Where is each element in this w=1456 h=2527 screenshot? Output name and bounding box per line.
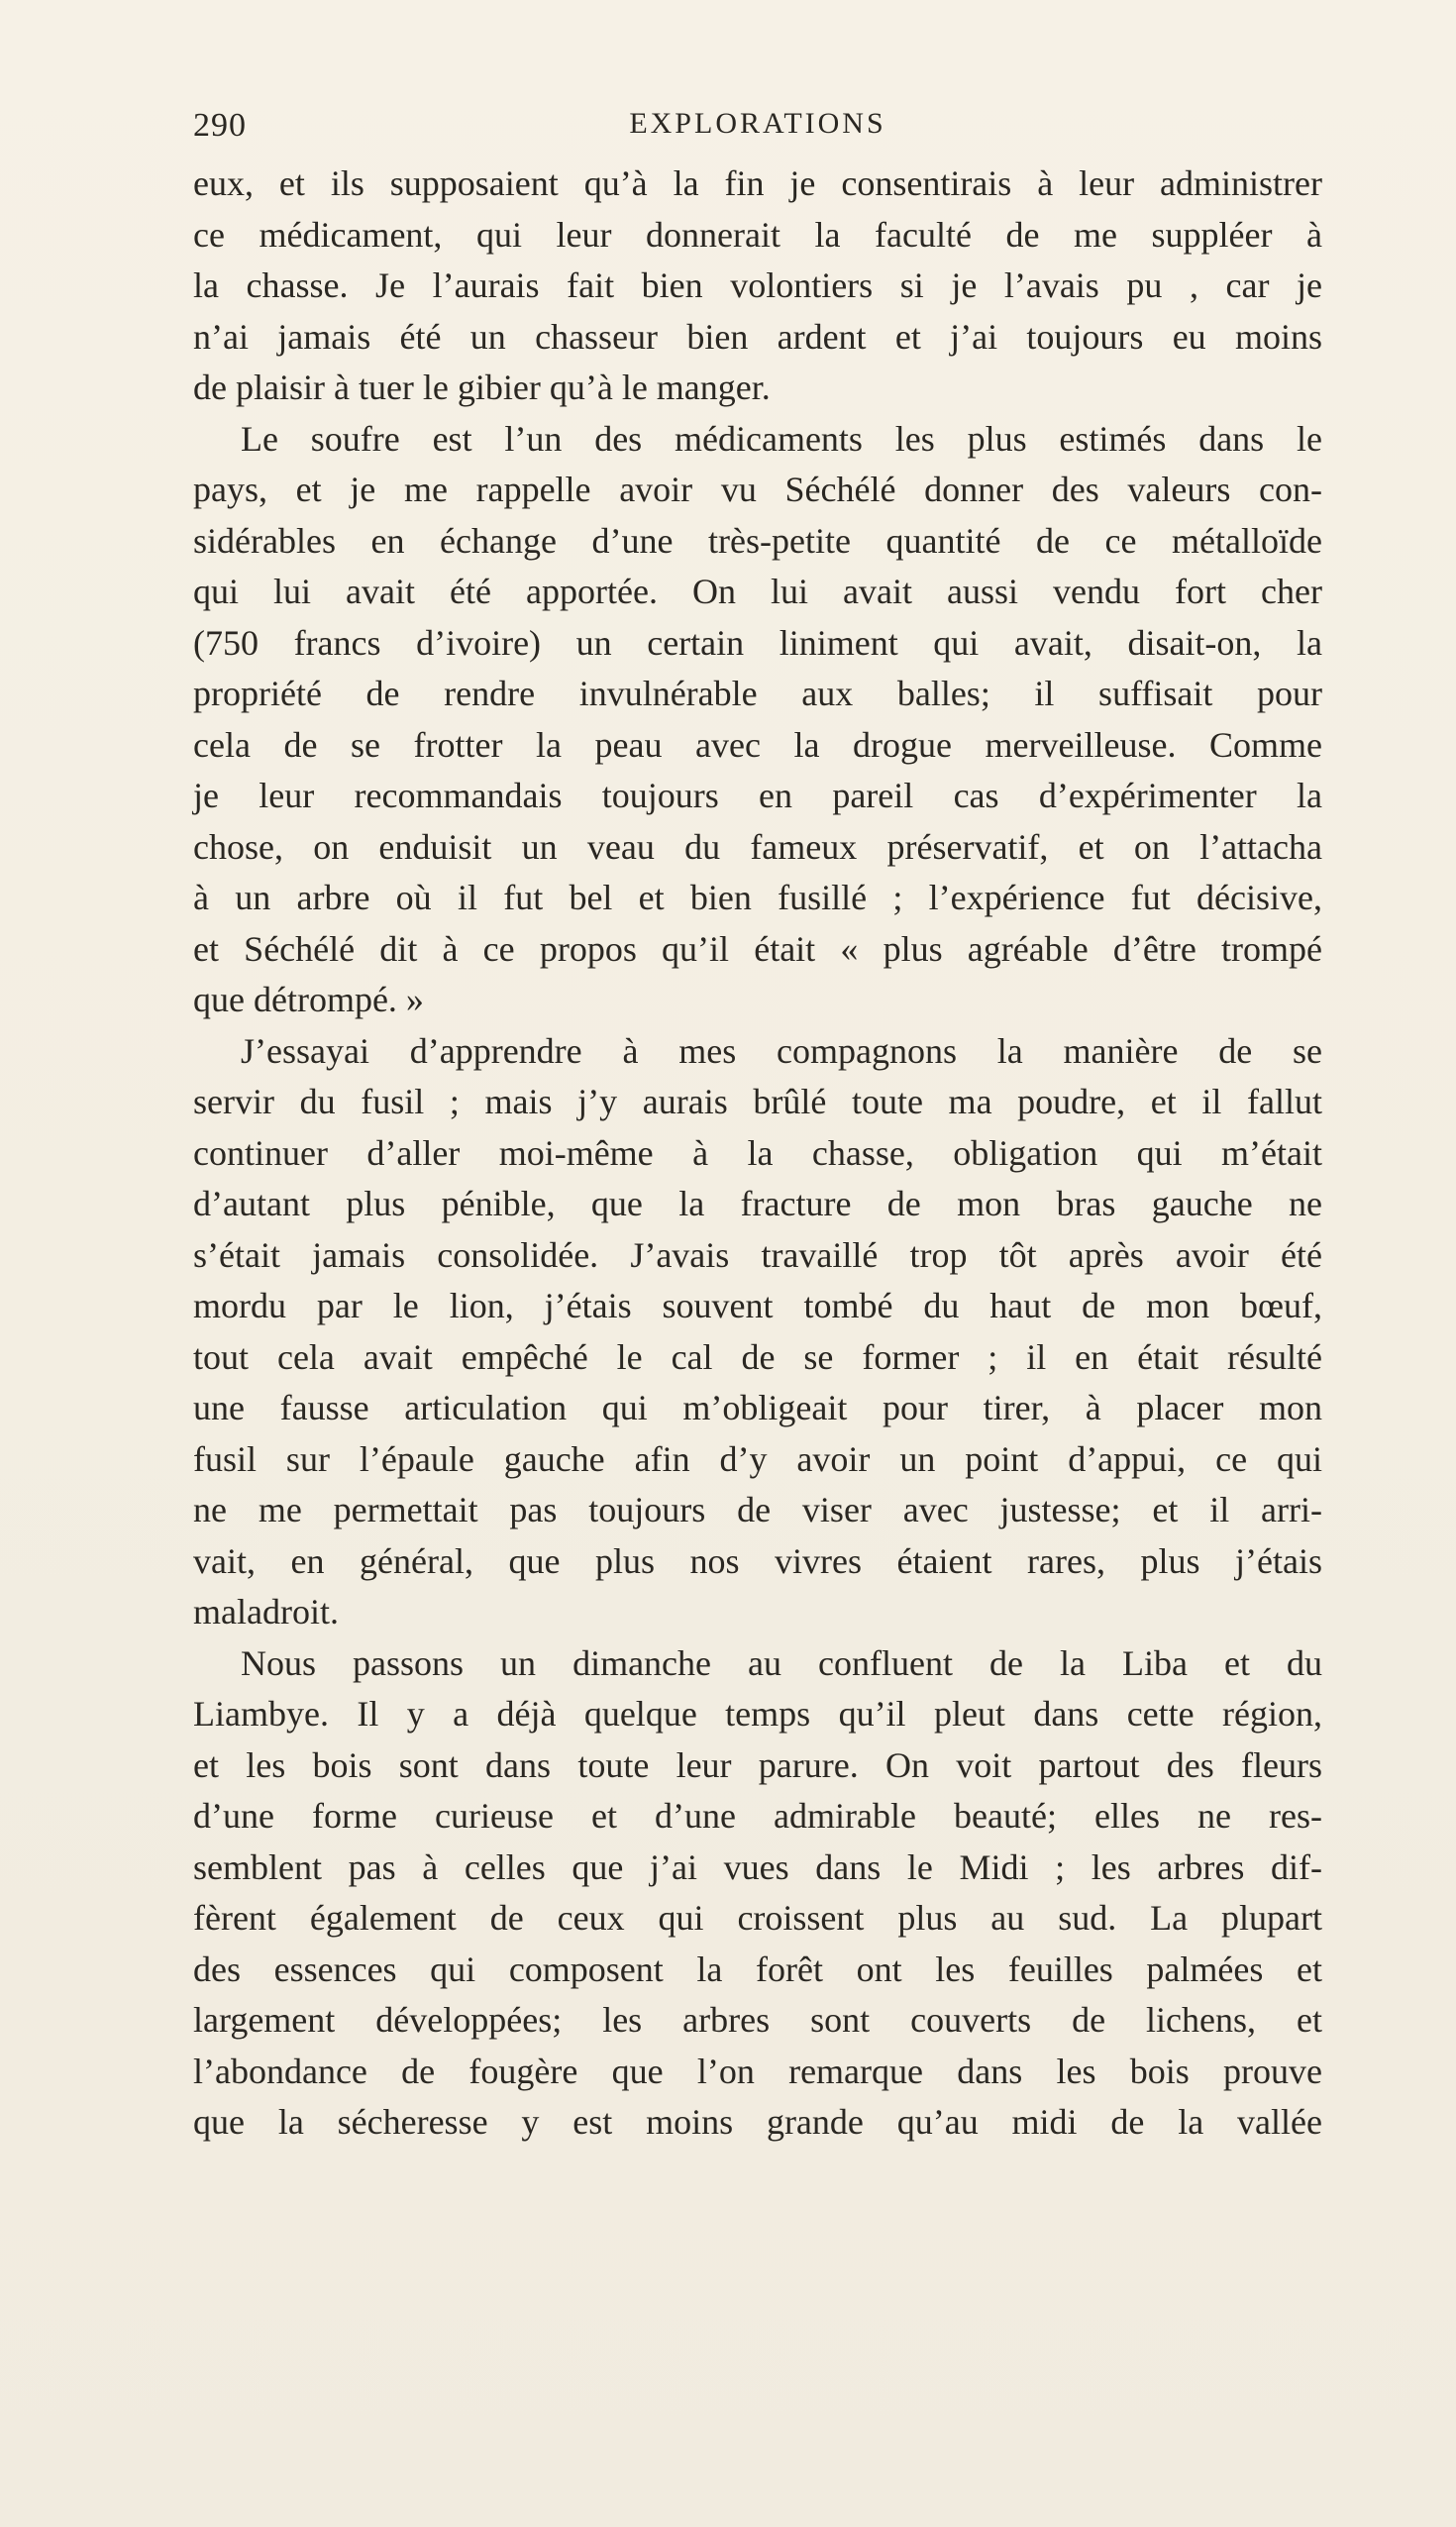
text-line: semblent pas à celles que j’ai vues dans le Midi ; les arbres dif- xyxy=(193,1846,1322,1887)
text-line: que détrompé. » xyxy=(193,980,424,1019)
text-line: continuer d’aller moi-même à la chasse, obligation qui m’était xyxy=(193,1132,1322,1173)
text-line: s’était jamais consolidée. J’avais travaillé trop tôt après avoir été xyxy=(193,1234,1322,1275)
page-number: 290 xyxy=(193,107,247,144)
text-line: Le soufre est l’un des médicaments les plus estimés dans le xyxy=(241,418,1322,459)
text-line: des essences qui composent la forêt ont les feuilles palmées et xyxy=(193,1948,1322,1989)
text-line: et Séchélé dit à ce propos qu’il était « plus agréable d’être trompé xyxy=(193,928,1322,969)
text-line: largement développées; les arbres sont couverts de lichens, et xyxy=(193,2000,1322,2040)
text-line: J’essayai d’apprendre à mes compagnons la manière de se xyxy=(241,1030,1322,1071)
text-line: d’une forme curieuse et d’une admirable beauté; elles ne res- xyxy=(193,1796,1322,1836)
text-line: de plaisir à tuer le gibier qu’à le manger. xyxy=(193,368,771,407)
text-line: que la sécheresse y est moins grande qu’au midi de la vallée xyxy=(193,2102,1322,2142)
text-line: sidérables en échange d’une très-petite quantité de ce métalloïde xyxy=(193,520,1322,561)
text-line: pays, et je me rappelle avoir vu Séchélé donner des valeurs con- xyxy=(193,470,1322,509)
text-line: fèrent également de ceux qui croissent plus au sud. La plupart xyxy=(193,1898,1322,1938)
page-header xyxy=(193,107,1322,157)
text-line: qui lui avait été apportée. On lui avait aussi vendu fort cher xyxy=(193,572,1322,611)
text-line: fusil sur l’épaule gauche afin d’y avoir un point d’appui, ce qui xyxy=(193,1438,1322,1479)
text-line: maladroit. xyxy=(193,1592,339,1632)
text-line: la chasse. Je l’aurais fait bien volontiers si je l’avais pu , car je xyxy=(193,265,1322,305)
text-line: je leur recommandais toujours en pareil cas d’expérimenter la xyxy=(193,776,1322,815)
text-line: l’abondance de fougère que l’on remarque dans les bois prouve xyxy=(193,2051,1322,2091)
text-line: vait, en général, que plus nos vivres étaient rares, plus j’étais xyxy=(193,1540,1322,1581)
text-line: mordu par le lion, j’étais souvent tombé du haut de mon bœuf, xyxy=(193,1286,1322,1325)
text-line: ne me permettait pas toujours de viser avec justesse; et il arri- xyxy=(193,1490,1322,1529)
text-line: à un arbre où il fut bel et bien fusillé ; l’expérience fut décisive, xyxy=(193,878,1322,917)
text-line: ce médicament, qui leur donnerait la faculté de me suppléer à xyxy=(193,214,1322,255)
running-head: EXPLORATIONS xyxy=(629,107,886,140)
text-line: (750 francs d’ivoire) un certain liniment qui avait, disait-on, la xyxy=(193,622,1322,663)
body-text xyxy=(193,158,1322,2149)
text-line: une fausse articulation qui m’obligeait pour tirer, à placer mon xyxy=(193,1388,1322,1427)
text-line: et les bois sont dans toute leur parure. On voit partout des fleurs xyxy=(193,1744,1322,1785)
text-line: tout cela avait empêché le cal de se former ; il en était résulté xyxy=(193,1336,1322,1377)
text-line: chose, on enduisit un veau du fameux préservatif, et on l’attacha xyxy=(193,826,1322,867)
text-line: propriété de rendre invulnérable aux balles; il suffisait pour xyxy=(193,674,1322,713)
text-line: Nous passons un dimanche au confluent de la Liba et du xyxy=(241,1642,1322,1683)
text-line: servir du fusil ; mais j’y aurais brûlé toute ma poudre, et il fallut xyxy=(193,1082,1322,1121)
text-line: Liambye. Il y a déjà quelque temps qu’il pleut dans cette région, xyxy=(193,1694,1322,1734)
text-line: d’autant plus pénible, que la fracture de mon bras gauche ne xyxy=(193,1184,1322,1223)
text-line: n’ai jamais été un chasseur bien ardent et j’ai toujours eu moins xyxy=(193,316,1322,357)
text-line: cela de se frotter la peau avec la drogue merveilleuse. Comme xyxy=(193,724,1322,765)
text-line: eux, et ils supposaient qu’à la fin je consentirais à leur administrer xyxy=(193,163,1322,203)
